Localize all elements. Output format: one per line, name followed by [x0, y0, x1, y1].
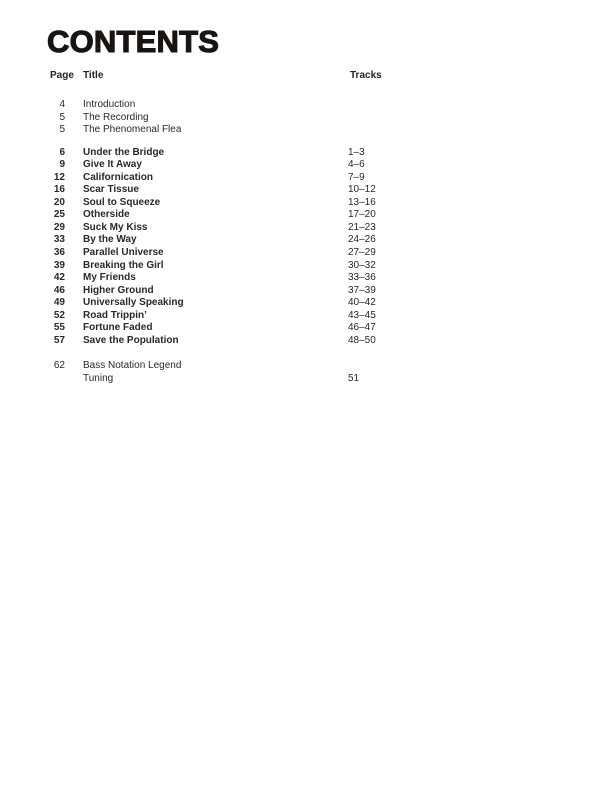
toc-row	[48, 360, 600, 373]
toc-tracks: 4–6	[348, 159, 365, 171]
toc-row	[48, 373, 600, 386]
toc-page-number: 55	[53, 322, 65, 334]
toc-tracks: 7–9	[348, 171, 365, 183]
toc-title: Suck My Kiss	[83, 221, 148, 233]
toc-title: Under the Bridge	[83, 146, 165, 158]
toc-title: Road Trippin’	[83, 309, 147, 321]
toc-row	[48, 297, 600, 310]
toc-row	[48, 322, 600, 335]
toc-tracks: 10–12	[348, 184, 376, 196]
toc-title: Breaking the Girl	[83, 259, 164, 271]
toc-title: By the Way	[83, 234, 137, 246]
toc-tracks: 33–36	[348, 272, 376, 284]
toc-title: Californication	[83, 171, 154, 183]
toc-page-number	[48, 373, 65, 386]
toc-tracks: 27–29	[348, 247, 376, 259]
toc-row	[48, 99, 600, 112]
toc-title: Soul to Squeeze	[83, 196, 161, 208]
toc-tracks: 46–47	[348, 322, 376, 334]
toc-page-number: 49	[53, 297, 65, 309]
toc-tracks: 40–42	[348, 297, 376, 309]
toc-tracks: 30–32	[348, 259, 376, 271]
toc-row	[48, 222, 600, 235]
toc-list	[48, 99, 600, 385]
toc-page-number: 4	[59, 99, 65, 110]
toc-row	[48, 247, 600, 260]
toc-title: Universally Speaking	[83, 297, 184, 309]
toc-row	[48, 159, 600, 172]
toc-title: Higher Ground	[83, 284, 154, 296]
toc-page-number: 25	[53, 209, 65, 221]
toc-tracks: 17–20	[348, 209, 376, 221]
toc-title: Otherside	[83, 209, 130, 221]
page-title: CONTENTS	[47, 24, 220, 59]
toc-page-number: 20	[53, 196, 65, 208]
toc-tracks: 13–16	[348, 196, 376, 208]
toc-page-number: 33	[53, 234, 65, 246]
toc-tracks: 21–23	[348, 221, 376, 233]
toc-tracks: 51	[348, 372, 360, 384]
toc-title: Scar Tissue	[83, 184, 139, 196]
toc-row	[48, 124, 600, 137]
toc-row	[48, 112, 600, 125]
toc-title: Give It Away	[83, 159, 142, 171]
toc-page-number: 52	[53, 309, 65, 321]
toc-page-number: 6	[59, 146, 65, 158]
toc-tracks: 24–26	[348, 234, 376, 246]
toc-row	[48, 197, 600, 210]
toc-row	[48, 234, 600, 247]
toc-page-number: 39	[53, 259, 65, 271]
toc-row	[48, 310, 600, 323]
toc-row	[48, 147, 600, 160]
toc-page-number: 46	[53, 284, 65, 296]
toc-title: Bass Notation Legend	[83, 360, 182, 372]
toc-tracks: 1–3	[348, 146, 365, 158]
toc-row	[48, 172, 600, 185]
toc-title: Fortune Faded	[83, 322, 153, 334]
toc-title: Tuning	[83, 372, 114, 384]
toc-tracks: 37–39	[348, 284, 376, 296]
toc-row	[48, 260, 600, 273]
toc-page-number: 9	[59, 159, 65, 171]
toc-section-front-matter	[48, 99, 600, 137]
toc-row	[48, 272, 600, 285]
toc-row	[48, 209, 600, 222]
toc-title: The Recording	[83, 111, 149, 123]
toc-title: The Phenomenal Flea	[83, 124, 182, 136]
toc-page-number: 57	[53, 334, 65, 346]
tracks-column-header: Tracks	[350, 70, 382, 81]
page-column-header: Page	[50, 70, 74, 81]
toc-page-number: 12	[53, 171, 65, 183]
toc-row	[48, 285, 600, 298]
toc-page-number: 5	[59, 124, 65, 136]
toc-title: Parallel Universe	[83, 247, 164, 259]
toc-row	[48, 335, 600, 348]
toc-tracks: 43–45	[348, 309, 376, 321]
toc-page-number: 29	[53, 221, 65, 233]
toc-section-back-matter	[48, 360, 600, 385]
title-column-header: Title	[83, 70, 104, 81]
toc-row	[48, 184, 600, 197]
toc-title: My Friends	[83, 272, 136, 284]
toc-page-number: 5	[59, 111, 65, 123]
toc-page-number: 42	[53, 272, 65, 284]
column-headers	[50, 70, 382, 82]
toc-title: Introduction	[83, 99, 136, 110]
toc-page-number: 62	[53, 360, 65, 372]
toc-section-songs	[48, 147, 600, 348]
toc-page-number: 16	[53, 184, 65, 196]
toc-page-number: 36	[53, 247, 65, 259]
toc-title: Save the Population	[83, 334, 179, 346]
toc-tracks: 48–50	[348, 334, 376, 346]
